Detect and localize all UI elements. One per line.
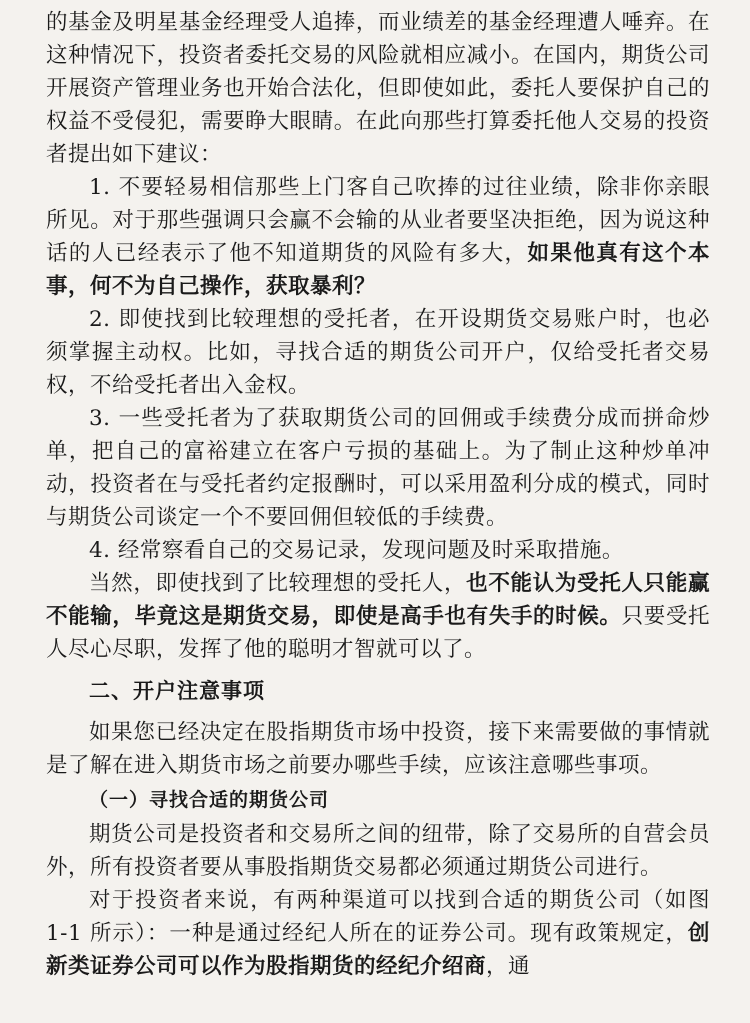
- channels-text-2: ，通: [486, 954, 531, 979]
- paragraph-advice-1: [46, 171, 710, 303]
- paragraph-advice-4: 4. 经常察看自己的交易记录，发现问题及时采取措施。: [89, 538, 624, 563]
- channels-text-1: 对于投资者来说，有两种渠道可以找到合适的期货公司（如图 1-1 所示）：一种是通过经纪人所在的证券公司。现有政策规定，: [46, 888, 710, 946]
- conclusion-bold-text: 也不能认为受托人只能赢不能输，毕竟这是期货交易，即使是高手也有失手的时候。: [46, 571, 710, 629]
- paragraph-advice-2: 2. 即使找到比较理想的受托者，在开设期货交易账户时，也必须掌握主动权。比如，寻找合适的期货公司开户，仅给受托者交易权，不给受托者出入金权。: [46, 307, 710, 398]
- channels-bold-text: 创新类证券公司可以作为股指期货的经纪介绍商: [46, 921, 710, 979]
- paragraph-futures-company: 期货公司是投资者和交易所之间的纽带，除了交易所的自营会员外，所有投资者要从事股指期货交易都必须通过期货公司进行。: [46, 822, 710, 880]
- paragraph-channels: [46, 884, 710, 983]
- paragraph-section-intro: 如果您已经决定在股指期货市场中投资，接下来需要做的事情就是了解在进入期货市场之前要办哪些手续，应该注意哪些事项。: [46, 720, 710, 778]
- advice-1-text: 1. 不要轻易相信那些上门客自己吹捧的过往业绩，除非你亲眼所见。对于那些强调只会赢不会输的从业者要坚决拒绝，因为说这种话的人已经表示了他不知道期货的风险有多大，: [46, 175, 710, 266]
- advice-1-bold-text: 如果他真有这个本事，何不为自己操作，获取暴利？: [46, 241, 710, 299]
- paragraph-advice-3: 3. 一些受托者为了获取期货公司的回佣或手续费分成而拼命炒单，把自己的富裕建立在客户亏损的基础上。为了制止这种炒单冲动，投资者在与受托者约定报酬时，可以采用盈利分成的模式，同时与期货公司谈定一个不要回佣但较低的手续费。: [46, 406, 710, 530]
- section-heading: 二、开户注意事项: [89, 679, 265, 703]
- paragraph-conclusion: [46, 567, 710, 666]
- conclusion-text-1: 当然，即使找到了比较理想的受托人，: [89, 571, 467, 596]
- paragraph-intro: 的基金及明星基金经理受人追捧，而业绩差的基金经理遭人唾弃。在这种情况下，投资者委托交易的风险就相应减小。在国内，期货公司开展资产管理业务也开始合法化，但即使如此，委托人要保护自己的权益不受侵犯，需要睁大眼睛。在此向那些打算委托他人交易的投资者提出如下建议：: [46, 10, 710, 167]
- subsection-heading: （一）寻找合适的期货公司: [89, 789, 330, 811]
- conclusion-text-2: 只要受托人尽心尽职，发挥了他的聪明才智就可以了。: [46, 604, 710, 662]
